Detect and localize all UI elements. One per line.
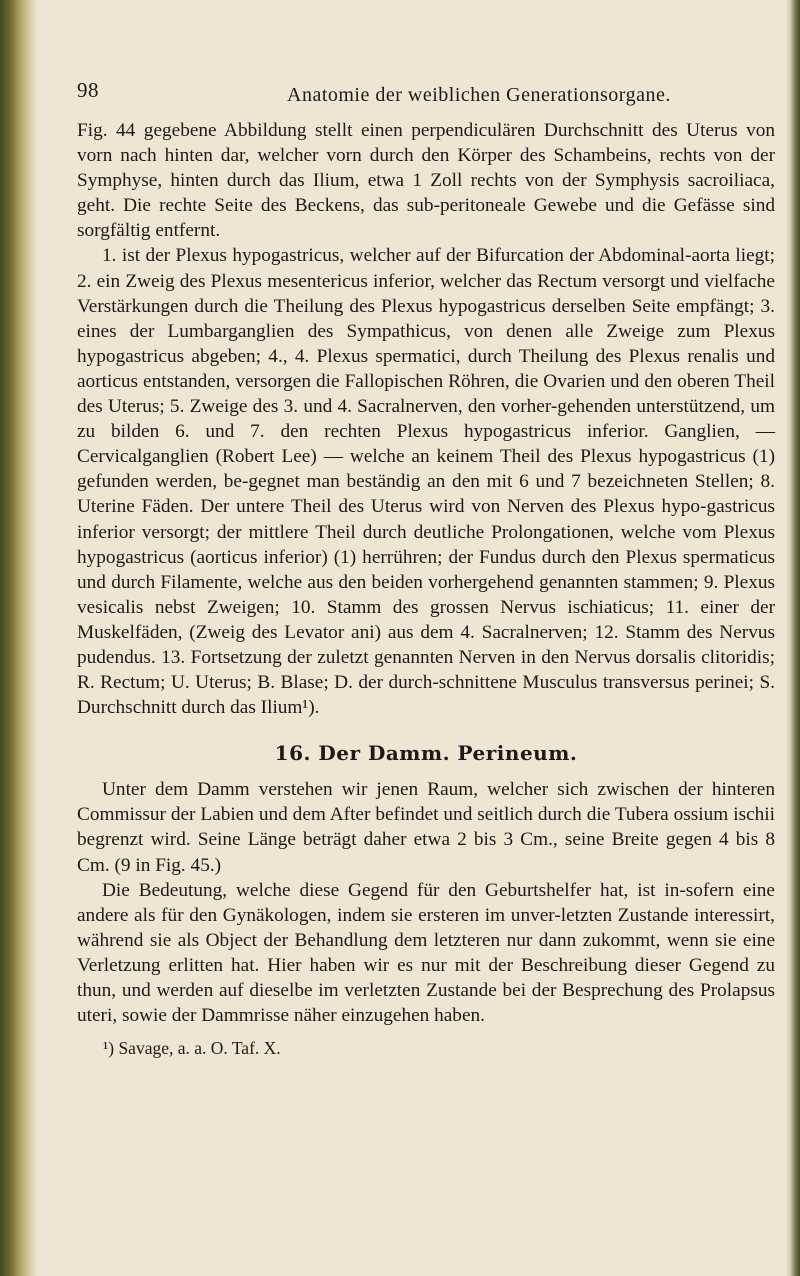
page-number: 98: [77, 78, 99, 102]
figure-legend-paragraph: 1. ist der Plexus hypogastricus, welcher auf der Bifurcation der Abdominal-aorta liegt; 2. ein Zweig des Plexus mesentericus inferior, welcher das Rectum versorgt und vielfache Verstärkungen durch die Theilung des Plexus hypogastricus derselben Seite empfängt; 3. eines der Lumbarganglien des Sympathicus, von denen alle Zweige zum Plexus hypogastricus abgeben; 4., 4. Plexus spermatici, durch Theilung des Plexus renalis und aorticus entstanden, versorgen die Fallopischen Röhren, die Ovarien und den oberen Theil des Uterus; 5. Zweige des 3. und 4. Sacralnerven, den vorher-gehenden unterstützend, um zu bilden 6. und 7. den rechten Plexus hypogastricus inferior. Ganglien, — Cervicalganglien (Robert Lee) — welche an keinem Theil des Plexus hypogastricus (1) gefunden werden, be-gegnet man beständig an den mit 6 und 7 bezeichneten Stellen; 8. Uterine Fäden. Der untere Theil des Uterus wird von Nerven des Plexus hypo-gastricus inferior versorgt; der mittlere Theil durch deutliche Prolongationen, welche vom Plexus hypogastricus (aorticus inferior) (1) herrühren; der Fundus durch den Plexus spermaticus und durch Filamente, welche aus den beiden vorhergehend genannten stammen; 9. Plexus vesicalis nebst Zweigen; 10. Stamm des grossen Nervus ischiaticus; 11. einer der Muskelfäden, (Zweig des Levator ani) aus dem 4. Sacralnerven; 12. Stamm des Nervus pudendus. 13. Fortsetzung der zuletzt genannten Nerven in den Nervus dorsalis clitoridis; R. Rectum; U. Uterus; B. Blase; D. der durch-schnittene Musculus transversus perinei; S. Durchschnitt durch das Ilium¹).: [77, 245, 775, 719]
body-paragraph: Unter dem Damm verstehen wir jenen Raum, welcher sich zwischen der hinteren Commissur der Labien und dem After befindet und seitlich durch die Tubera ossium ischii begrenzt wird. Seine Länge beträgt daher etwa 2 bis 3 Cm., seine Breite gegen 4 bis 8 Cm. (9 in Fig. 45.): [77, 779, 775, 876]
page-header: [77, 78, 775, 118]
page-edge-shadow: [786, 0, 800, 1276]
footnote-divider: [103, 1034, 253, 1035]
body-paragraph: Die Bedeutung, welche diese Gegend für den Geburtshelfer hat, ist in-sofern eine andere als für den Gynäkologen, indem sie ersteren im unver-letzten Zustande interessirt, während sie als Object der Behandlung dem letzteren nur dann zukommt, wenn sie eine Verletzung erlitten hat. Hier haben wir es nur mit der Beschreibung dieser Gegend zu thun, und werden auf dieselbe im verletzten Zustande bei der Besprechung des Prolapsus uteri, sowie der Dammrisse näher einzugehen haben.: [77, 879, 775, 1027]
footnote: ¹) Savage, a. a. O. Taf. X.: [103, 1038, 281, 1059]
page-content: [77, 78, 775, 1059]
figure-caption-paragraph: Fig. 44 gegebene Abbildung stellt einen perpendiculären Durchschnitt des Uterus von vorn nach hinten dar, welcher vorn durch den Körper des Schambeins, rechts von der Symphyse, hinten durch das Ilium, etwa 1 Zoll rechts von der Symphysis sacroiliaca, geht. Die rechte Seite des Beckens, das sub-peritoneale Gewebe und die Gefässe sind sorgfältig entfernt.: [77, 120, 775, 242]
running-head: Anatomie der weiblichen Generationsorgane.: [287, 84, 671, 106]
section-heading: 16. Der Damm. Perineum.: [274, 741, 578, 766]
binding-shadow: [0, 0, 38, 1276]
